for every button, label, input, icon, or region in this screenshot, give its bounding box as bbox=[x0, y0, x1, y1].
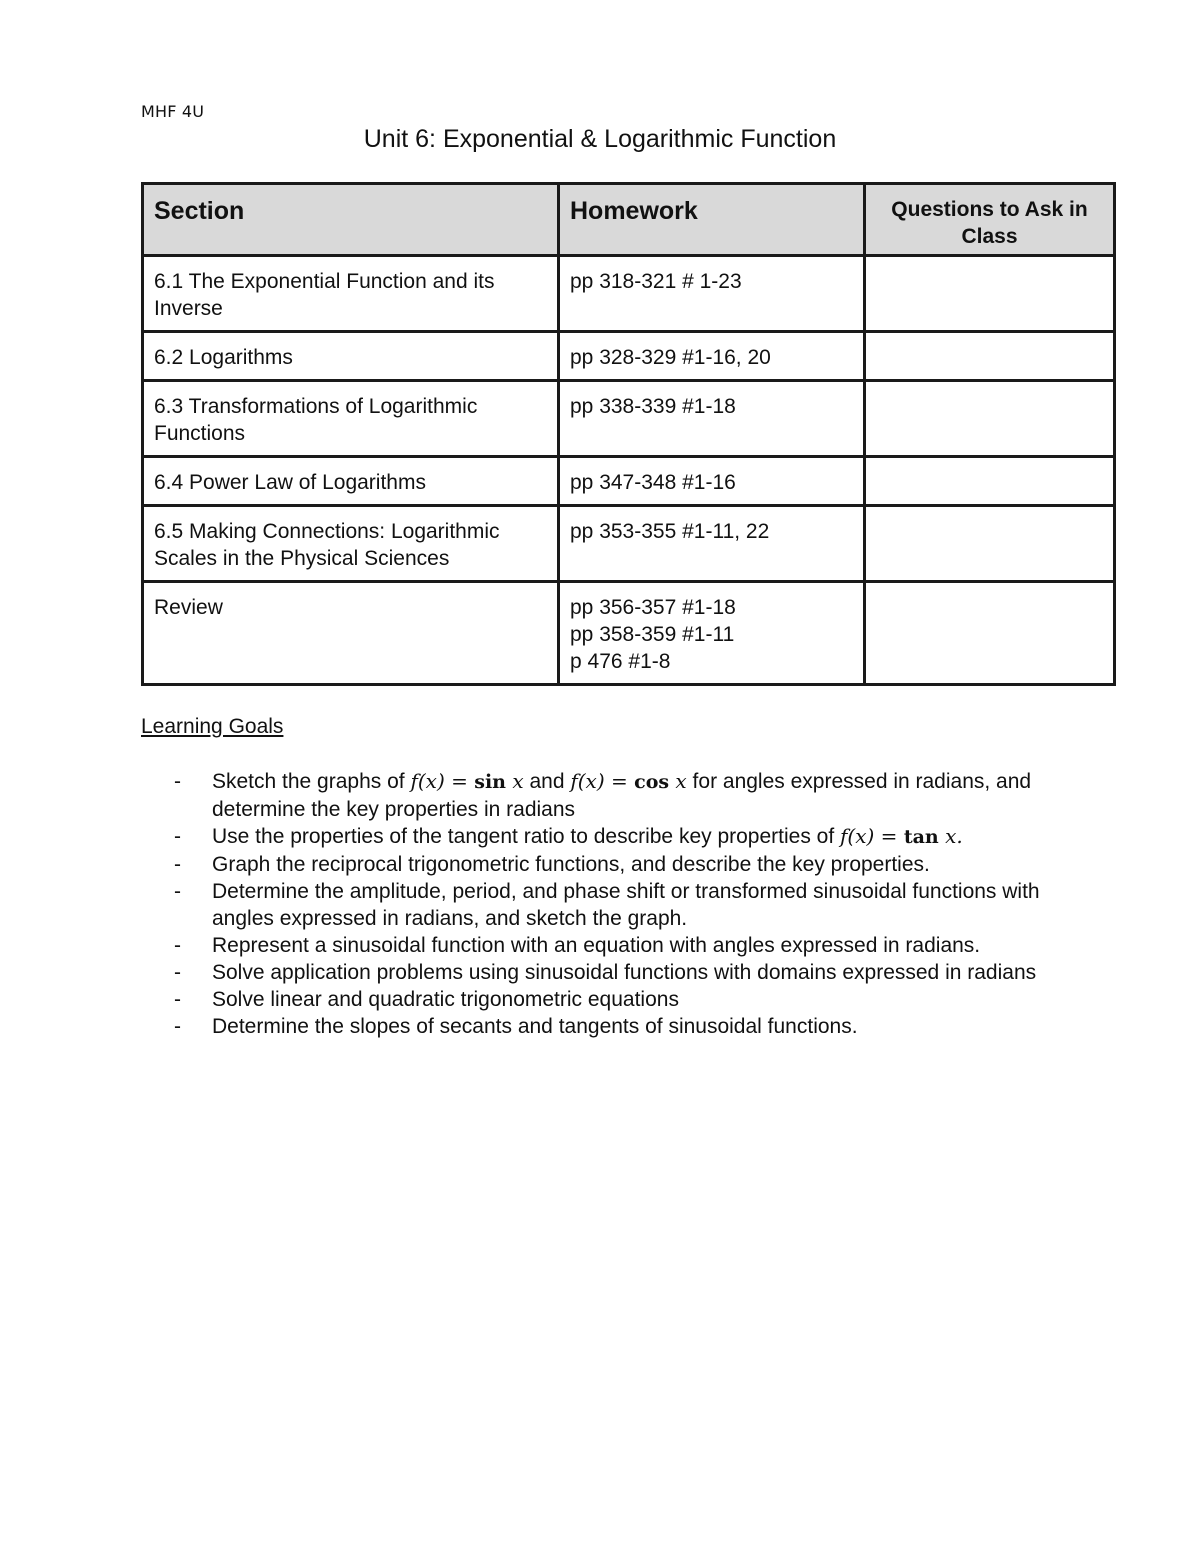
goal-text: Determine the amplitude, period, and phase shift or transformed sinusoidal functions with angles expressed in radians, and sketch the graph. bbox=[212, 880, 1040, 930]
bullet-dash: - bbox=[174, 934, 181, 957]
homework-line: pp 347-348 #1-16 bbox=[570, 471, 736, 494]
list-item bbox=[141, 959, 1101, 986]
bullet-dash: - bbox=[174, 770, 181, 793]
homework-line: pp 318-321 # 1-23 bbox=[570, 270, 742, 293]
questions-cell bbox=[865, 457, 1115, 506]
list-item bbox=[141, 932, 1101, 959]
homework-cell bbox=[559, 332, 865, 381]
questions-cell bbox=[865, 582, 1115, 685]
list-item bbox=[141, 768, 1101, 823]
goal-text: for angles expressed in radians, and determine the key properties in radians bbox=[212, 770, 1032, 821]
list-item bbox=[141, 851, 1101, 878]
formula-lhs: f(x) bbox=[410, 769, 445, 793]
homework-line: pp 353-355 #1-11, 22 bbox=[570, 520, 770, 543]
goal-text: Sketch the graphs of bbox=[212, 770, 411, 793]
table-row bbox=[143, 332, 1115, 381]
column-header-questions: Questions to Ask in Class bbox=[865, 184, 1115, 256]
homework-line: p 476 #1-8 bbox=[570, 650, 671, 673]
questions-cell bbox=[865, 381, 1115, 457]
table-header-row bbox=[143, 184, 1115, 256]
formula-equals: = bbox=[444, 769, 475, 793]
course-code: MHF 4U bbox=[141, 102, 205, 121]
homework-line: pp 328-329 #1-16, 20 bbox=[570, 346, 771, 369]
section-cell: 6.3 Transformations of Logarithmic Functions bbox=[143, 381, 559, 457]
bullet-dash: - bbox=[174, 825, 181, 848]
page-title: Unit 6: Exponential & Logarithmic Function bbox=[363, 125, 837, 153]
learning-goals-list bbox=[141, 768, 1101, 1040]
table-row bbox=[143, 457, 1115, 506]
goal-text: Graph the reciprocal trigonometric functions, and describe the key properties. bbox=[212, 853, 930, 876]
table-row bbox=[143, 381, 1115, 457]
list-item bbox=[141, 823, 1101, 851]
list-item bbox=[141, 878, 1101, 932]
formula-equals: = bbox=[604, 769, 635, 793]
formula-argument: x. bbox=[938, 824, 963, 848]
section-cell: 6.1 The Exponential Function and its Inverse bbox=[143, 256, 559, 332]
column-header-homework: Homework bbox=[559, 184, 865, 256]
formula-argument: x bbox=[505, 769, 524, 793]
homework-table bbox=[141, 182, 1116, 686]
goal-text: Solve application problems using sinusoidal functions with domains expressed in radians bbox=[212, 961, 1037, 984]
list-item bbox=[141, 986, 1101, 1013]
goal-text: and bbox=[523, 770, 571, 793]
formula-equals: = bbox=[874, 824, 904, 848]
bullet-dash: - bbox=[174, 988, 181, 1011]
homework-line: pp 338-339 #1-18 bbox=[570, 395, 736, 418]
section-cell: Review bbox=[143, 582, 559, 685]
homework-line: pp 356-357 #1-18 bbox=[570, 596, 736, 619]
goal-text: Solve linear and quadratic trigonometric equations bbox=[212, 988, 679, 1011]
homework-cell bbox=[559, 381, 865, 457]
bullet-dash: - bbox=[174, 853, 181, 876]
homework-cell bbox=[559, 256, 865, 332]
formula-lhs: f(x) bbox=[840, 824, 875, 848]
formula-function: sin bbox=[474, 771, 506, 793]
homework-cell bbox=[559, 457, 865, 506]
questions-cell bbox=[865, 332, 1115, 381]
table-row bbox=[143, 256, 1115, 332]
list-item bbox=[141, 1013, 1101, 1040]
bullet-dash: - bbox=[174, 1015, 181, 1038]
section-cell: 6.2 Logarithms bbox=[143, 332, 559, 381]
bullet-dash: - bbox=[174, 961, 181, 984]
goal-text: Represent a sinusoidal function with an equation with angles expressed in radians. bbox=[212, 934, 981, 957]
section-cell: 6.5 Making Connections: Logarithmic Scales in the Physical Sciences bbox=[143, 506, 559, 582]
table-row bbox=[143, 582, 1115, 685]
homework-line: pp 358-359 #1-11 bbox=[570, 623, 735, 646]
goal-text: Determine the slopes of secants and tangents of sinusoidal functions. bbox=[212, 1015, 858, 1038]
goal-text: Use the properties of the tangent ratio to describe key properties of bbox=[212, 825, 841, 848]
questions-cell bbox=[865, 506, 1115, 582]
learning-goals-heading: Learning Goals bbox=[141, 715, 284, 738]
formula-function: tan bbox=[903, 826, 939, 848]
section-cell: 6.4 Power Law of Logarithms bbox=[143, 457, 559, 506]
column-header-section: Section bbox=[143, 184, 559, 256]
formula-argument: x bbox=[669, 769, 687, 793]
bullet-dash: - bbox=[174, 880, 181, 903]
homework-cell bbox=[559, 582, 865, 685]
table-row bbox=[143, 506, 1115, 582]
homework-cell bbox=[559, 506, 865, 582]
questions-cell bbox=[865, 256, 1115, 332]
formula-lhs: f(x) bbox=[570, 769, 605, 793]
formula-function: cos bbox=[634, 771, 670, 793]
